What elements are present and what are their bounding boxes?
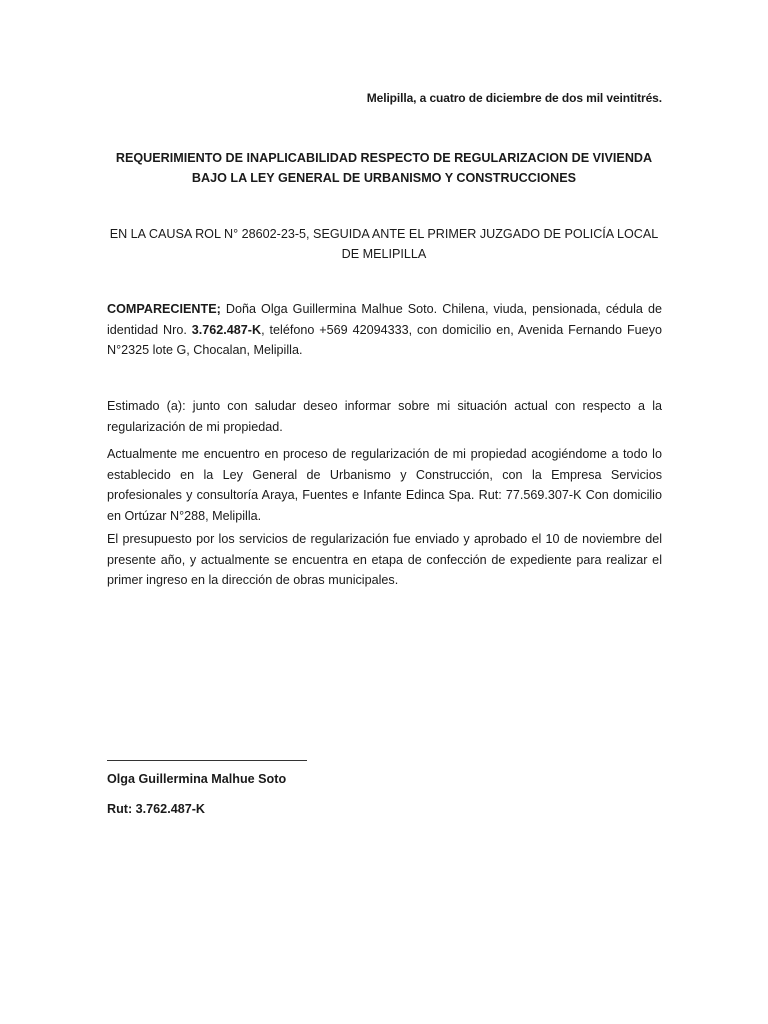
signature-rut: Rut: 3.762.487-K xyxy=(107,802,205,816)
compareciente-paragraph xyxy=(107,299,662,361)
compareciente-text-a: Doña Olga Guillermina Malhue Soto. Chilena, viuda, pensionada, cédula de identidad Nro. xyxy=(107,302,662,337)
greeting-paragraph: Estimado (a): junto con saludar deseo informar sobre mi situación actual con respecto a la regularización de mi propiedad. xyxy=(107,399,662,434)
compareciente-text-b: , teléfono +569 42094333, con domicilio en, Avenida Fernando Fueyo N°2325 lote G, Chocalan, Melipilla. xyxy=(107,322,662,357)
case-reference: EN LA CAUSA ROL N° 28602-23-5, SEGUIDA ANTE EL PRIMER JUZGADO DE POLICÍA LOCAL DE MELIPILLA xyxy=(109,227,659,261)
compareciente-label: COMPARECIENTE; xyxy=(107,302,221,316)
date-line: Melipilla, a cuatro de diciembre de dos mil veintitrés. xyxy=(366,91,662,105)
signature-name: Olga Guillermina Malhue Soto xyxy=(107,772,287,786)
signature-line xyxy=(107,760,307,761)
budget-paragraph: El presupuesto por los servicios de regularización fue enviado y aprobado el 10 de noviembre del presente año, y actualmente se encuentra en etapa de confección de expediente para realizar el primer ingreso en la dirección de obras municipales. xyxy=(107,532,662,587)
compareciente-rut: 3.762.487-K xyxy=(191,322,262,337)
document-title: REQUERIMIENTO DE INAPLICABILIDAD RESPECTO DE REGULARIZACION DE VIVIENDA BAJO LA LEY GENERAL DE URBANISMO Y CONSTRUCCIONES xyxy=(115,151,653,185)
status-paragraph: Actualmente me encuentro en proceso de regularización de mi propiedad acogiéndome a todo lo establecido en la Ley General de Urbanismo y Construcción, con la Empresa Servicios profesionales y consultoría Araya, Fuentes e Infante Edinca Spa. Rut: 77.569.307-K Con domicilio en Ortúzar N°288, Melipilla. xyxy=(107,447,662,523)
